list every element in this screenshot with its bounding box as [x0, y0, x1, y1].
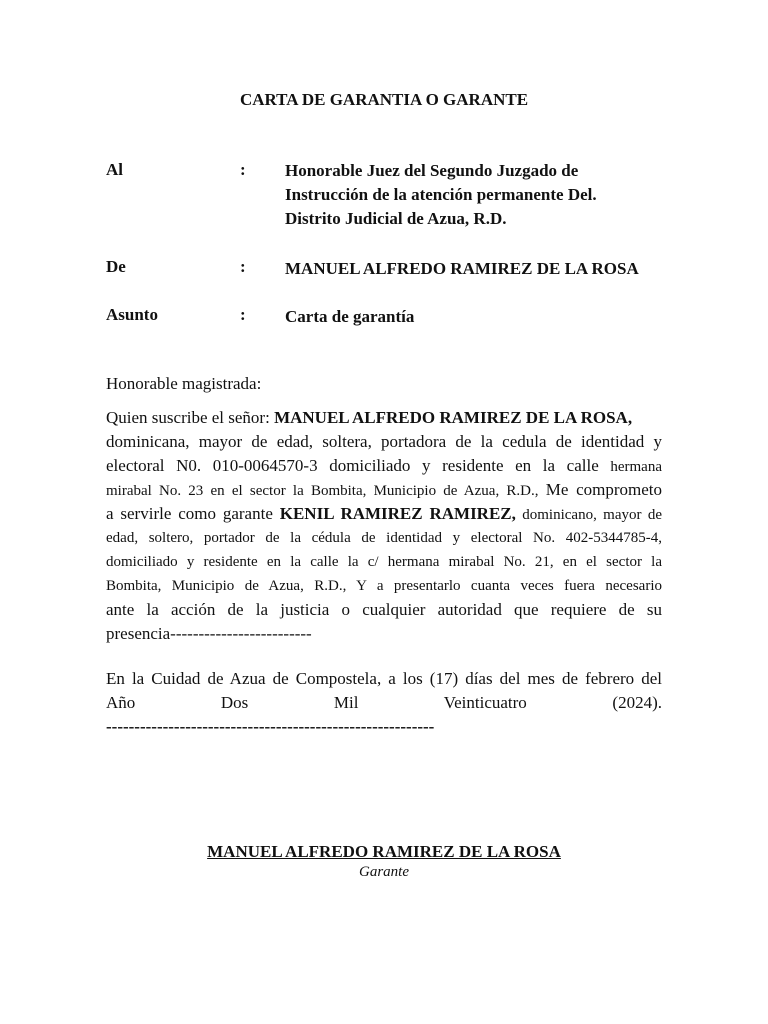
closing-paragraph: [106, 667, 662, 739]
body-line: [106, 478, 662, 502]
header-from-label: De: [106, 257, 126, 276]
header-to-line: Honorable Juez del Segundo Juzgado de: [285, 161, 579, 180]
body-line: [106, 406, 662, 430]
body-text: Me comprometo: [545, 480, 662, 499]
header-to-value: [285, 159, 675, 231]
body-line: ante la acción de la justicia o cualquier autoridad que requiere de su: [106, 600, 662, 619]
body-text: mirabal No. 23 en el sector la Bombita, Municipio de Azua, R.D.,: [106, 483, 546, 499]
body-line: presencia-------------------------: [106, 624, 312, 643]
guaranteed-name: KENIL RAMIREZ RAMIREZ,: [279, 504, 516, 523]
body-paragraph: [106, 406, 662, 646]
header-to-colon: :: [240, 160, 246, 179]
header-subject-colon: :: [240, 305, 246, 324]
salutation: [106, 372, 662, 396]
header-to-line: Instrucción de la atención permanente Del.: [285, 185, 597, 204]
closing-dash-line: ----------------------------------------------------------: [106, 717, 435, 736]
header-subject-label: Asunto: [106, 305, 158, 324]
body-line: dominicana, mayor de edad, soltera, portadora de la cedula de identidad y: [106, 432, 662, 451]
body-line: [106, 454, 662, 478]
body-text: electoral N0. 010-0064570-3 domiciliado y residente en la calle: [106, 456, 611, 475]
header-from-value: MANUEL ALFREDO RAMIREZ DE LA ROSA: [285, 259, 639, 278]
body-line: domiciliado y residente en la calle la c/ hermana mirabal No. 21, en el sector la: [106, 554, 662, 570]
salutation-text: Honorable magistrada:: [106, 374, 262, 393]
body-line: edad, soltero, portador de la cédula de identidad y electoral No. 402-5344785-4,: [106, 530, 662, 546]
body-line: [106, 502, 662, 526]
document-title: CARTA DE GARANTIA O GARANTE: [239, 90, 529, 109]
closing-line: Año Dos Mil Veinticuatro (2024).: [106, 693, 662, 712]
body-text: dominicano, mayor de: [515, 507, 662, 523]
body-text: hermana: [610, 459, 662, 475]
signature-role: Garante: [359, 864, 409, 880]
header-subject-value: Carta de garantía: [285, 307, 415, 326]
closing-line: En la Cuidad de Azua de Compostela, a los (17) días del mes de febrero del: [106, 669, 662, 688]
signature-name: MANUEL ALFREDO RAMIREZ DE LA ROSA: [207, 842, 561, 861]
body-text: a servirle como garante: [106, 504, 280, 523]
guarantor-name: MANUEL ALFREDO RAMIREZ DE LA ROSA,: [274, 408, 633, 427]
header-from-colon: :: [240, 257, 246, 276]
header-to-line: Distrito Judicial de Azua, R.D.: [285, 209, 507, 228]
header-to-label: Al: [106, 160, 123, 179]
body-text: Quien suscribe el señor:: [106, 408, 275, 427]
body-line: Bombita, Municipio de Azua, R.D., Y a presentarlo cuanta veces fuera necesario: [106, 578, 662, 594]
